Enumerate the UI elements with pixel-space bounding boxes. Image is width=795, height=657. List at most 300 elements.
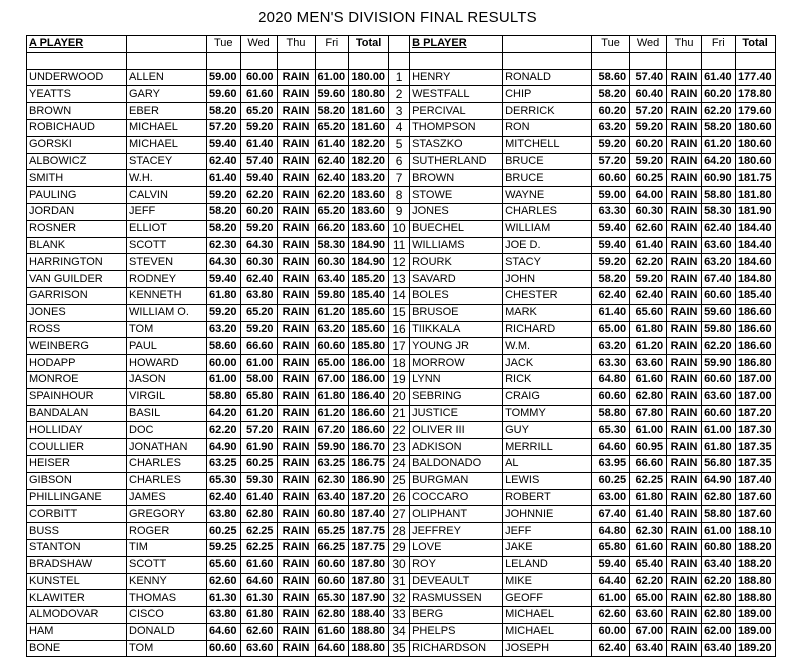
b-first-name: MITCHELL <box>503 136 592 153</box>
a-fri-score: 67.20 <box>315 422 349 439</box>
a-wed-score: 62.80 <box>240 506 277 523</box>
b-total-score: 186.60 <box>735 338 775 355</box>
b-first-name: WILLIAM <box>503 220 592 237</box>
table-row <box>27 86 776 103</box>
a-total-score: 183.20 <box>349 170 389 187</box>
a-thu-score: RAIN <box>277 103 315 120</box>
a-last-name: HEISER <box>27 455 127 472</box>
b-first-name: CHESTER <box>503 287 592 304</box>
b-thu-score: RAIN <box>667 607 702 624</box>
b-thu-score: RAIN <box>667 187 702 204</box>
a-wed-score: 62.60 <box>240 623 277 640</box>
a-first-name: JAMES <box>127 489 207 506</box>
a-last-name: BUSS <box>27 523 127 540</box>
b-thu-score: RAIN <box>667 371 702 388</box>
a-total-score: 188.80 <box>349 623 389 640</box>
table-row <box>27 607 776 624</box>
b-first-name: AL <box>503 455 592 472</box>
b-wed-score: 59.20 <box>630 271 667 288</box>
b-fri-score: 61.00 <box>702 422 736 439</box>
table-row <box>27 287 776 304</box>
a-wed-score: 57.20 <box>240 422 277 439</box>
b-thu-score: RAIN <box>667 388 702 405</box>
b-total-score: 180.60 <box>735 119 775 136</box>
table-row <box>27 523 776 540</box>
a-wed-score: 58.00 <box>240 371 277 388</box>
a-first-name: PAUL <box>127 338 207 355</box>
b-thu-score: RAIN <box>667 623 702 640</box>
a-thu-score: RAIN <box>277 539 315 556</box>
b-thu-score: RAIN <box>667 69 702 86</box>
table-row <box>27 304 776 321</box>
a-thu-score: RAIN <box>277 321 315 338</box>
b-wed-score: 60.40 <box>630 86 667 103</box>
b-wed-score: 61.80 <box>630 321 667 338</box>
table-row <box>27 338 776 355</box>
a-tue-score: 58.60 <box>207 338 241 355</box>
a-total-score: 182.20 <box>349 136 389 153</box>
b-tue-score: 64.80 <box>592 523 630 540</box>
a-first-name: BASIL <box>127 405 207 422</box>
table-row <box>27 422 776 439</box>
a-first-name: WILLIAM O. <box>127 304 207 321</box>
b-total-score: 189.00 <box>735 607 775 624</box>
a-thu-score: RAIN <box>277 523 315 540</box>
a-first-name: MICHAEL <box>127 136 207 153</box>
b-wed-score: 57.20 <box>630 103 667 120</box>
b-fri-score: 58.80 <box>702 187 736 204</box>
a-first-name: SCOTT <box>127 237 207 254</box>
b-tue-score: 64.40 <box>592 573 630 590</box>
b-last-name: BROWN <box>410 170 503 187</box>
a-tue-score: 58.20 <box>207 220 241 237</box>
rank-number: 27 <box>389 506 410 523</box>
a-player-header: A PLAYER <box>27 36 127 53</box>
a-first-name: TOM <box>127 640 207 657</box>
rank-number: 1 <box>389 69 410 86</box>
b-thu-score: RAIN <box>667 472 702 489</box>
a-last-name: ALBOWICZ <box>27 153 127 170</box>
b-first-name: RICK <box>503 371 592 388</box>
a-first-name: GREGORY <box>127 506 207 523</box>
b-total-score: 188.20 <box>735 539 775 556</box>
b-fri-score: 59.90 <box>702 355 736 372</box>
b-tue-score: 59.40 <box>592 220 630 237</box>
b-total-score: 186.80 <box>735 355 775 372</box>
b-tue-score: 59.40 <box>592 237 630 254</box>
b-thu-score: RAIN <box>667 86 702 103</box>
a-total-score: 185.20 <box>349 271 389 288</box>
table-row <box>27 119 776 136</box>
a-wed-score: 57.40 <box>240 153 277 170</box>
a-first-name: THOMAS <box>127 590 207 607</box>
a-first-name: SCOTT <box>127 556 207 573</box>
b-wed-score: 57.40 <box>630 69 667 86</box>
b-fri-score: 60.60 <box>702 371 736 388</box>
b-total-score: 184.60 <box>735 254 775 271</box>
a-first-name: JASON <box>127 371 207 388</box>
b-last-name: DEVEAULT <box>410 573 503 590</box>
blank-cell <box>503 36 592 53</box>
thu-header: Thu <box>277 36 315 53</box>
a-wed-score: 61.80 <box>240 607 277 624</box>
wed-header: Wed <box>630 36 667 53</box>
b-thu-score: RAIN <box>667 136 702 153</box>
b-tue-score: 60.60 <box>592 388 630 405</box>
b-tue-score: 58.60 <box>592 69 630 86</box>
b-first-name: W.M. <box>503 338 592 355</box>
b-fri-score: 61.20 <box>702 136 736 153</box>
b-last-name: JONES <box>410 203 503 220</box>
a-thu-score: RAIN <box>277 254 315 271</box>
fri-header: Fri <box>702 36 736 53</box>
b-total-score: 179.60 <box>735 103 775 120</box>
a-fri-score: 66.20 <box>315 220 349 237</box>
b-wed-score: 65.40 <box>630 556 667 573</box>
a-fri-score: 62.20 <box>315 187 349 204</box>
a-tue-score: 62.40 <box>207 153 241 170</box>
b-total-score: 189.00 <box>735 623 775 640</box>
a-thu-score: RAIN <box>277 371 315 388</box>
rank-number: 26 <box>389 489 410 506</box>
a-fri-score: 60.60 <box>315 573 349 590</box>
b-tue-score: 58.20 <box>592 86 630 103</box>
a-fri-score: 63.25 <box>315 455 349 472</box>
b-last-name: JUSTICE <box>410 405 503 422</box>
a-thu-score: RAIN <box>277 455 315 472</box>
b-last-name: LYNN <box>410 371 503 388</box>
b-last-name: ROURK <box>410 254 503 271</box>
a-fri-score: 61.60 <box>315 623 349 640</box>
b-first-name: MICHAEL <box>503 607 592 624</box>
b-total-score: 184.80 <box>735 271 775 288</box>
a-last-name: HAM <box>27 623 127 640</box>
b-tue-score: 59.40 <box>592 556 630 573</box>
total-header: Total <box>735 36 775 53</box>
b-tue-score: 57.20 <box>592 153 630 170</box>
a-wed-score: 65.80 <box>240 388 277 405</box>
a-thu-score: RAIN <box>277 506 315 523</box>
b-total-score: 180.60 <box>735 153 775 170</box>
a-first-name: TIM <box>127 539 207 556</box>
a-total-score: 185.60 <box>349 304 389 321</box>
table-row <box>27 455 776 472</box>
a-last-name: BONE <box>27 640 127 657</box>
rank-number: 3 <box>389 103 410 120</box>
a-last-name: KLAWITER <box>27 590 127 607</box>
b-first-name: CHIP <box>503 86 592 103</box>
table-row <box>27 220 776 237</box>
b-tue-score: 59.20 <box>592 254 630 271</box>
b-first-name: RON <box>503 119 592 136</box>
b-thu-score: RAIN <box>667 271 702 288</box>
a-total-score: 187.75 <box>349 539 389 556</box>
b-fri-score: 59.80 <box>702 321 736 338</box>
fri-header: Fri <box>315 36 349 53</box>
b-fri-score: 60.20 <box>702 86 736 103</box>
rank-number: 11 <box>389 237 410 254</box>
a-tue-score: 62.20 <box>207 422 241 439</box>
a-tue-score: 59.20 <box>207 304 241 321</box>
b-thu-score: RAIN <box>667 304 702 321</box>
b-last-name: BRUSOE <box>410 304 503 321</box>
a-tue-score: 58.20 <box>207 103 241 120</box>
a-last-name: PHILLINGANE <box>27 489 127 506</box>
a-last-name: CORBITT <box>27 506 127 523</box>
table-row <box>27 153 776 170</box>
a-tue-score: 64.90 <box>207 439 241 456</box>
b-fri-score: 63.40 <box>702 640 736 657</box>
a-fri-score: 62.30 <box>315 472 349 489</box>
table-row <box>27 271 776 288</box>
b-wed-score: 61.60 <box>630 539 667 556</box>
b-thu-score: RAIN <box>667 355 702 372</box>
a-thu-score: RAIN <box>277 304 315 321</box>
table-row <box>27 237 776 254</box>
b-total-score: 184.40 <box>735 237 775 254</box>
thu-header: Thu <box>667 36 702 53</box>
a-wed-score: 61.60 <box>240 86 277 103</box>
b-first-name: RICHARD <box>503 321 592 338</box>
b-tue-score: 60.00 <box>592 623 630 640</box>
a-thu-score: RAIN <box>277 237 315 254</box>
b-tue-score: 67.40 <box>592 506 630 523</box>
b-tue-score: 64.80 <box>592 371 630 388</box>
table-row <box>27 355 776 372</box>
b-wed-score: 61.00 <box>630 422 667 439</box>
a-thu-score: RAIN <box>277 388 315 405</box>
a-total-score: 183.60 <box>349 203 389 220</box>
table-row <box>27 321 776 338</box>
b-wed-score: 59.20 <box>630 119 667 136</box>
rank-number: 15 <box>389 304 410 321</box>
rank-number: 12 <box>389 254 410 271</box>
a-total-score: 185.80 <box>349 338 389 355</box>
rank-number: 33 <box>389 607 410 624</box>
a-total-score: 186.00 <box>349 371 389 388</box>
b-total-score: 187.60 <box>735 489 775 506</box>
b-thu-score: RAIN <box>667 103 702 120</box>
a-thu-score: RAIN <box>277 489 315 506</box>
b-thu-score: RAIN <box>667 153 702 170</box>
b-thu-score: RAIN <box>667 590 702 607</box>
b-wed-score: 63.60 <box>630 355 667 372</box>
b-tue-score: 63.30 <box>592 355 630 372</box>
a-first-name: W.H. <box>127 170 207 187</box>
b-total-score: 178.80 <box>735 86 775 103</box>
b-tue-score: 63.20 <box>592 338 630 355</box>
table-row <box>27 506 776 523</box>
rank-number: 8 <box>389 187 410 204</box>
rank-number: 7 <box>389 170 410 187</box>
rank-number: 16 <box>389 321 410 338</box>
a-wed-score: 63.80 <box>240 287 277 304</box>
b-thu-score: RAIN <box>667 254 702 271</box>
a-last-name: HOLLIDAY <box>27 422 127 439</box>
b-last-name: BOLES <box>410 287 503 304</box>
a-wed-score: 66.60 <box>240 338 277 355</box>
tue-header: Tue <box>207 36 241 53</box>
b-tue-score: 65.80 <box>592 539 630 556</box>
a-tue-score: 59.20 <box>207 187 241 204</box>
a-tue-score: 60.60 <box>207 640 241 657</box>
a-tue-score: 63.80 <box>207 607 241 624</box>
b-total-score: 180.60 <box>735 136 775 153</box>
table-row <box>27 187 776 204</box>
a-fri-score: 63.40 <box>315 271 349 288</box>
b-thu-score: RAIN <box>667 321 702 338</box>
a-wed-score: 62.25 <box>240 539 277 556</box>
a-first-name: ROGER <box>127 523 207 540</box>
a-last-name: BRADSHAW <box>27 556 127 573</box>
a-total-score: 188.40 <box>349 607 389 624</box>
b-wed-score: 60.25 <box>630 170 667 187</box>
b-total-score: 186.60 <box>735 304 775 321</box>
a-first-name: EBER <box>127 103 207 120</box>
a-thu-score: RAIN <box>277 422 315 439</box>
a-total-score: 183.60 <box>349 220 389 237</box>
a-thu-score: RAIN <box>277 607 315 624</box>
b-thu-score: RAIN <box>667 523 702 540</box>
b-wed-score: 67.80 <box>630 405 667 422</box>
a-first-name: GARY <box>127 86 207 103</box>
blank-cell <box>389 36 410 53</box>
wed-header: Wed <box>240 36 277 53</box>
table-row <box>27 136 776 153</box>
a-last-name: MONROE <box>27 371 127 388</box>
b-wed-score: 67.00 <box>630 623 667 640</box>
b-fri-score: 64.20 <box>702 153 736 170</box>
a-thu-score: RAIN <box>277 187 315 204</box>
a-wed-score: 60.25 <box>240 455 277 472</box>
b-fri-score: 62.00 <box>702 623 736 640</box>
a-first-name: CHARLES <box>127 472 207 489</box>
a-tue-score: 61.00 <box>207 371 241 388</box>
b-total-score: 186.60 <box>735 321 775 338</box>
a-tue-score: 57.20 <box>207 119 241 136</box>
b-total-score: 187.00 <box>735 371 775 388</box>
a-wed-score: 59.20 <box>240 119 277 136</box>
a-first-name: STEVEN <box>127 254 207 271</box>
a-total-score: 186.70 <box>349 439 389 456</box>
a-fri-score: 60.60 <box>315 338 349 355</box>
a-fri-score: 64.60 <box>315 640 349 657</box>
a-fri-score: 65.20 <box>315 203 349 220</box>
a-wed-score: 65.20 <box>240 304 277 321</box>
rank-number: 10 <box>389 220 410 237</box>
b-wed-score: 61.40 <box>630 237 667 254</box>
a-fri-score: 60.30 <box>315 254 349 271</box>
a-wed-score: 59.30 <box>240 472 277 489</box>
b-wed-score: 62.20 <box>630 254 667 271</box>
a-fri-score: 65.30 <box>315 590 349 607</box>
a-fri-score: 62.80 <box>315 607 349 624</box>
a-thu-score: RAIN <box>277 640 315 657</box>
a-wed-score: 61.40 <box>240 136 277 153</box>
a-first-name: DONALD <box>127 623 207 640</box>
b-thu-score: RAIN <box>667 573 702 590</box>
b-last-name: STASZKO <box>410 136 503 153</box>
rank-number: 4 <box>389 119 410 136</box>
a-thu-score: RAIN <box>277 203 315 220</box>
a-tue-score: 59.40 <box>207 136 241 153</box>
table-row <box>27 539 776 556</box>
a-first-name: RODNEY <box>127 271 207 288</box>
a-first-name: STACEY <box>127 153 207 170</box>
a-fri-score: 59.90 <box>315 439 349 456</box>
a-first-name: JEFF <box>127 203 207 220</box>
a-total-score: 184.90 <box>349 254 389 271</box>
table-row <box>27 103 776 120</box>
a-tue-score: 59.60 <box>207 86 241 103</box>
a-wed-score: 59.20 <box>240 321 277 338</box>
b-first-name: MARK <box>503 304 592 321</box>
a-last-name: SMITH <box>27 170 127 187</box>
b-fri-score: 61.00 <box>702 523 736 540</box>
b-thu-score: RAIN <box>667 170 702 187</box>
a-tue-score: 65.60 <box>207 556 241 573</box>
b-first-name: JEFF <box>503 523 592 540</box>
b-wed-score: 61.40 <box>630 506 667 523</box>
b-fri-score: 62.20 <box>702 338 736 355</box>
table-row <box>27 623 776 640</box>
a-last-name: COULLIER <box>27 439 127 456</box>
rank-number: 34 <box>389 623 410 640</box>
a-last-name: GARRISON <box>27 287 127 304</box>
a-total-score: 186.40 <box>349 388 389 405</box>
b-fri-score: 60.80 <box>702 539 736 556</box>
b-wed-score: 61.60 <box>630 371 667 388</box>
b-wed-score: 62.20 <box>630 573 667 590</box>
b-first-name: LELAND <box>503 556 592 573</box>
b-fri-score: 62.20 <box>702 573 736 590</box>
b-last-name: TIIKKALA <box>410 321 503 338</box>
table-row <box>27 388 776 405</box>
a-total-score: 187.90 <box>349 590 389 607</box>
b-total-score: 188.80 <box>735 590 775 607</box>
a-first-name: CALVIN <box>127 187 207 204</box>
b-total-score: 185.40 <box>735 287 775 304</box>
a-total-score: 180.80 <box>349 86 389 103</box>
b-tue-score: 63.20 <box>592 119 630 136</box>
b-thu-score: RAIN <box>667 422 702 439</box>
a-total-score: 186.75 <box>349 455 389 472</box>
b-tue-score: 64.60 <box>592 439 630 456</box>
a-fri-score: 62.40 <box>315 153 349 170</box>
b-last-name: ADKISON <box>410 439 503 456</box>
b-fri-score: 58.80 <box>702 506 736 523</box>
a-first-name: VIRGIL <box>127 388 207 405</box>
b-total-score: 181.75 <box>735 170 775 187</box>
a-total-score: 184.90 <box>349 237 389 254</box>
a-tue-score: 59.00 <box>207 69 241 86</box>
b-last-name: SAVARD <box>410 271 503 288</box>
b-wed-score: 62.30 <box>630 523 667 540</box>
a-wed-score: 61.30 <box>240 590 277 607</box>
a-tue-score: 58.20 <box>207 203 241 220</box>
a-wed-score: 60.20 <box>240 203 277 220</box>
b-total-score: 187.35 <box>735 439 775 456</box>
b-fri-score: 61.80 <box>702 439 736 456</box>
b-last-name: OLIVER III <box>410 422 503 439</box>
a-thu-score: RAIN <box>277 287 315 304</box>
b-last-name: SUTHERLAND <box>410 153 503 170</box>
b-last-name: LOVE <box>410 539 503 556</box>
b-last-name: WESTFALL <box>410 86 503 103</box>
a-first-name: CHARLES <box>127 455 207 472</box>
b-last-name: YOUNG JR <box>410 338 503 355</box>
a-wed-score: 64.60 <box>240 573 277 590</box>
